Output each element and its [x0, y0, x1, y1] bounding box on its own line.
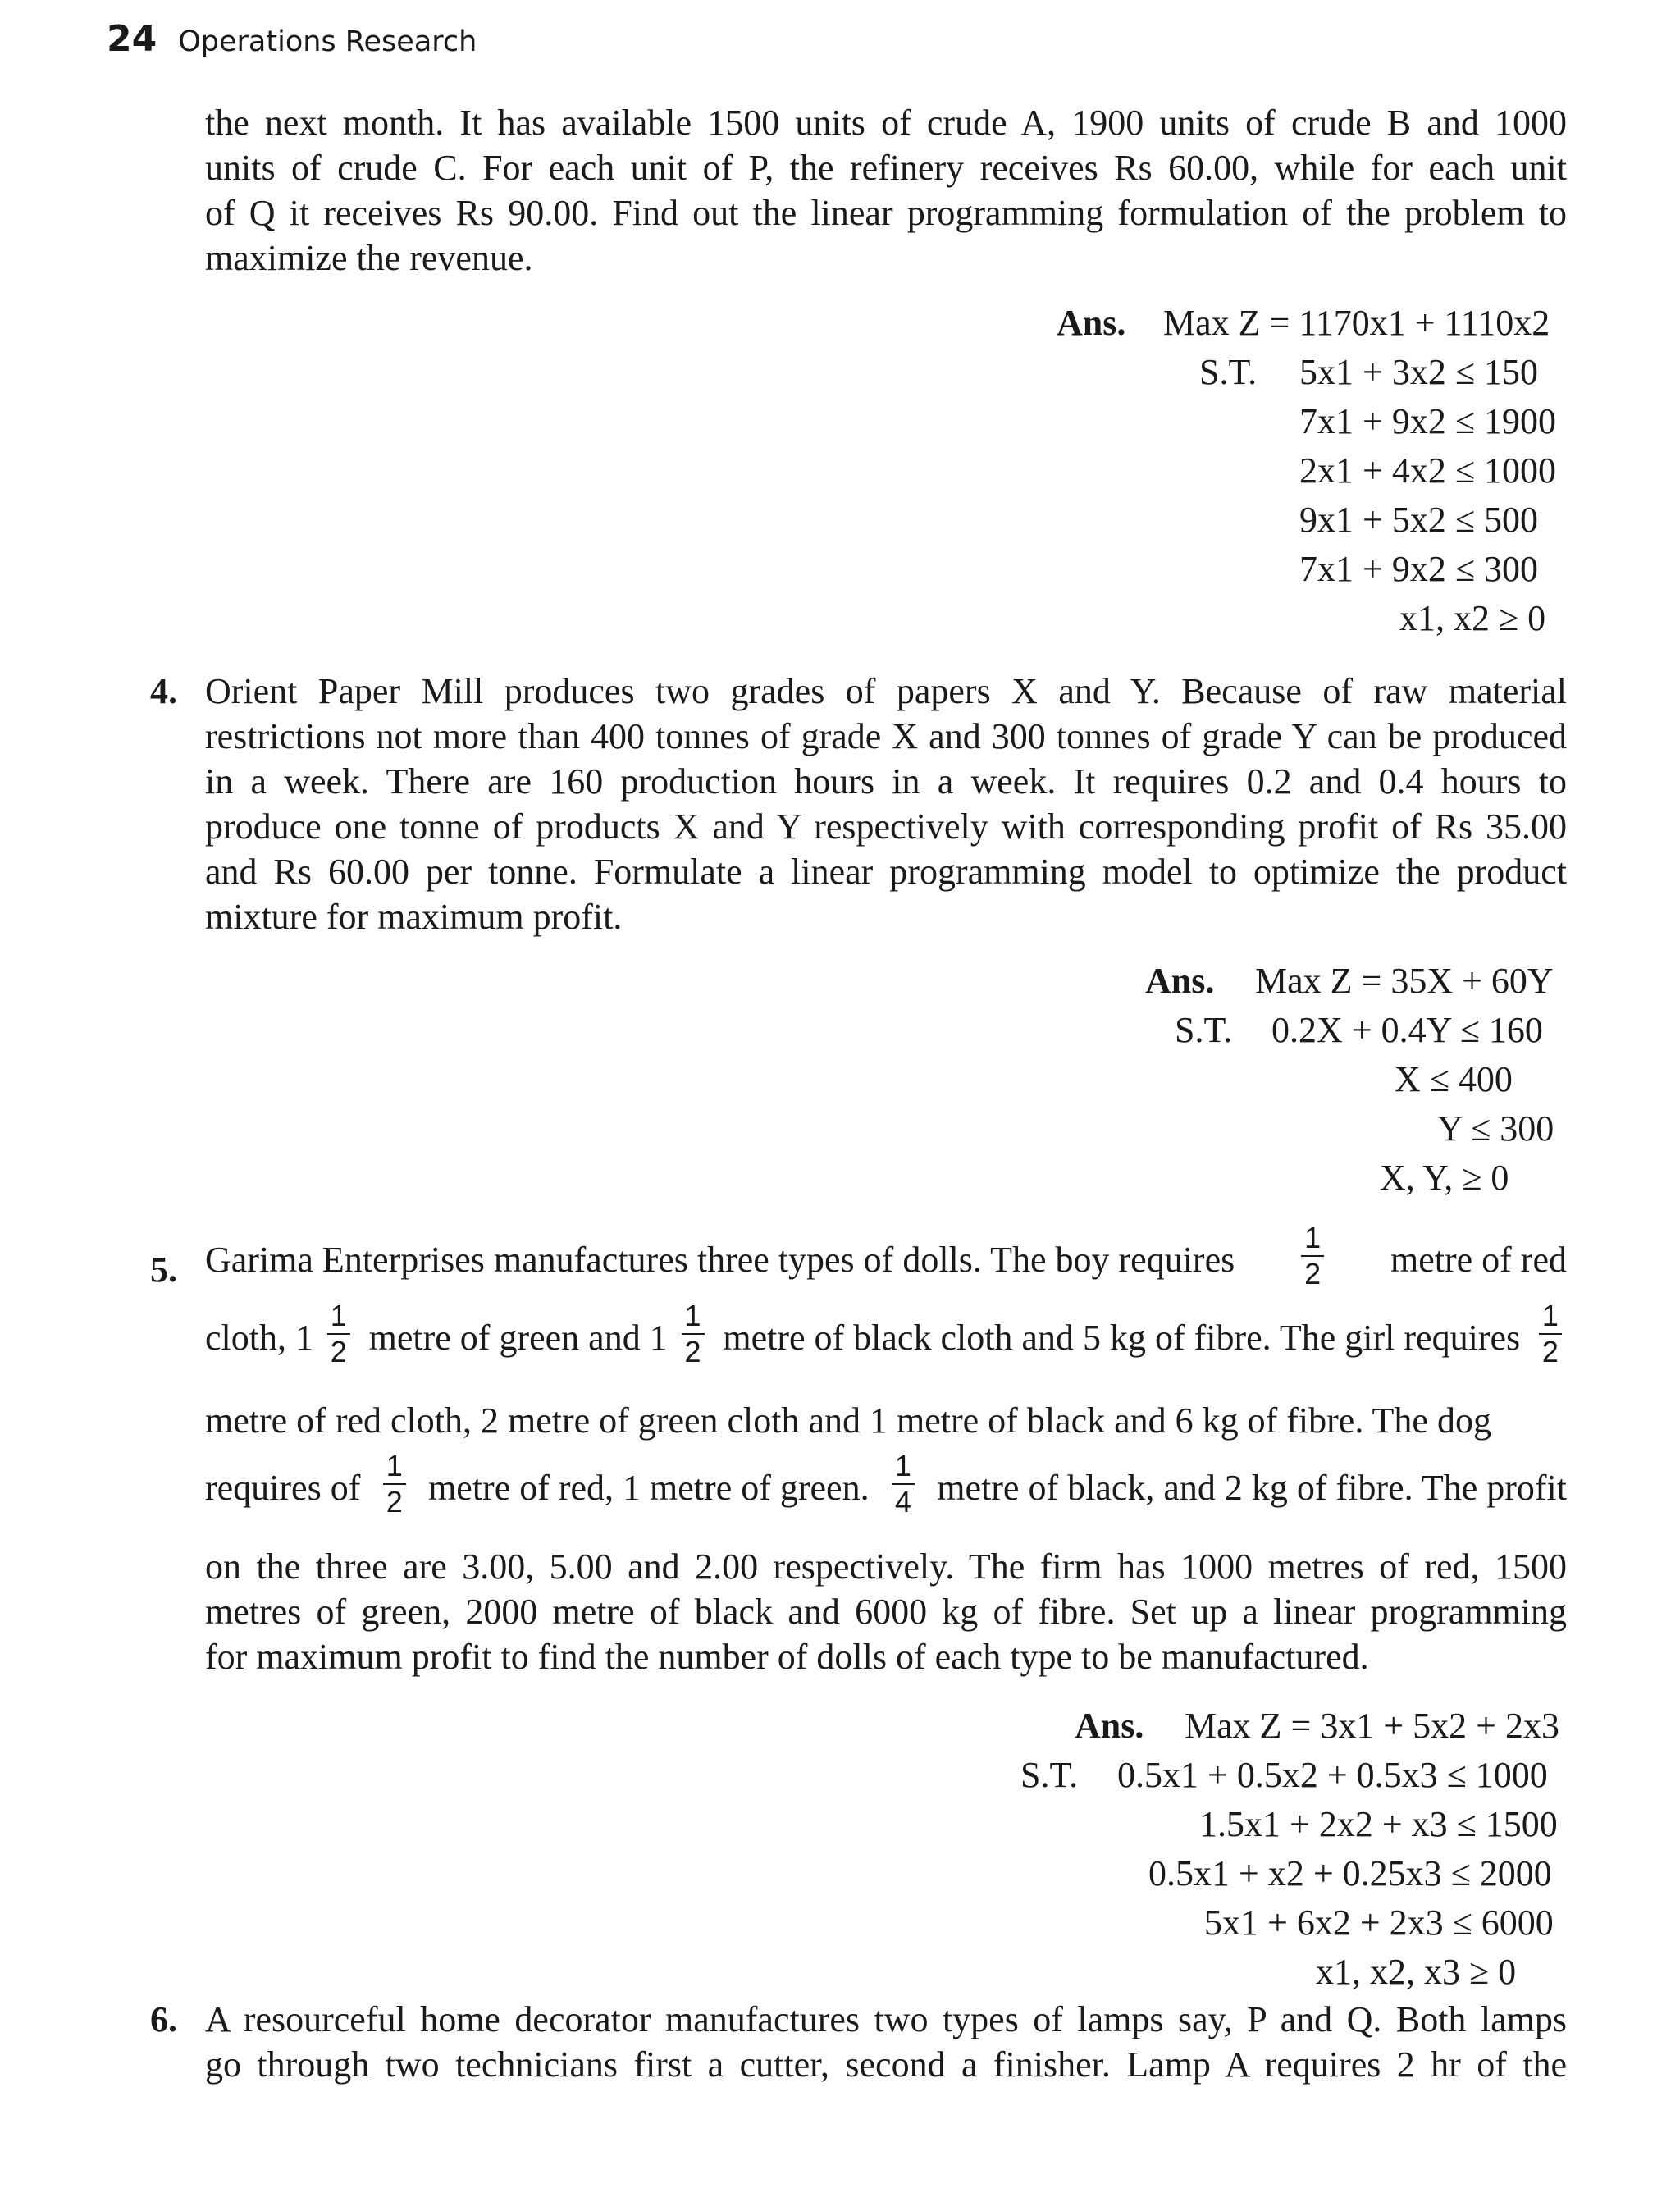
q3-line: units of crude C. For each unit of P, the refinery receives Rs 60.00, while for each unit [205, 148, 1567, 188]
q5-text: Garima Enterprises manufactures three types of dolls. The boy requires [205, 1239, 1235, 1280]
q5-line [205, 1400, 1567, 1441]
page-number: 24 [107, 18, 158, 60]
constraint: 0.5x1 + 0.5x2 + 0.5x3 ≤ 1000 [1117, 1755, 1548, 1795]
q5-paragraph [205, 1544, 1567, 1679]
q6-paragraph [205, 1997, 1567, 2087]
constraint: 9x1 + 5x2 ≤ 500 [1299, 500, 1538, 540]
q3-line: maximize the revenue. [205, 238, 533, 278]
fraction-one-quarter: $\frac{1}{4}$ [892, 1451, 915, 1517]
constraint: 1.5x1 + 2x2 + x3 ≤ 1500 [1199, 1804, 1558, 1844]
constraint: 0.5x1 + x2 + 0.25x3 ≤ 2000 [1148, 1853, 1552, 1893]
q3-paragraph [205, 100, 1567, 281]
st-label: S.T. [1175, 1010, 1233, 1050]
q4-line: mixture for maximum profit. [205, 897, 623, 937]
q6-line: go through two technicians first a cutter, second a finisher. Lamp A requires 2 hr of the [205, 2044, 1567, 2085]
st-label: S.T. [1199, 352, 1258, 392]
q5-line [205, 1221, 1567, 1292]
constraint: 5x1 + 3x2 ≤ 150 [1299, 352, 1538, 392]
q5-line [205, 1299, 1567, 1370]
question-number: 5. [150, 1249, 177, 1290]
q4-line: restrictions not more than 400 tonnes of grade X and 300 tonnes of grade Y can be produced [205, 716, 1567, 756]
answer-label: Ans. [1145, 961, 1215, 1001]
q5-line: metres of green, 2000 metre of black and 6000 kg of fibre. Set up a linear programming [205, 1592, 1567, 1632]
objective-function: Max Z = 35X + 60Y [1255, 961, 1554, 1001]
q4-line: and Rs 60.00 per tonne. Formulate a linear programming model to optimize the product [205, 852, 1567, 892]
constraint: 7x1 + 9x2 ≤ 300 [1299, 549, 1538, 589]
objective-function: Max Z = 3x1 + 5x2 + 2x3 [1185, 1706, 1559, 1746]
q4-line: Orient Paper Mill produces two grades of papers X and Y. Because of raw material [205, 671, 1567, 711]
answer-label: Ans. [1057, 303, 1126, 343]
objective-function: Max Z = 1170x1 + 1110x2 [1163, 303, 1550, 343]
fraction-one-half: $\frac{1}{2}$ [383, 1451, 406, 1517]
book-title: Operations Research [178, 25, 477, 58]
q5-line: for maximum profit to find the number of dolls of each type to be manufactured. [205, 1637, 1369, 1677]
fraction-one-half: $\frac{1}{2}$ [1539, 1301, 1562, 1367]
q5-text: metre of green and 1 [368, 1317, 668, 1358]
q5-text: metre of red [1390, 1239, 1567, 1280]
constraint: 7x1 + 9x2 ≤ 1900 [1299, 401, 1556, 441]
q4-line: in a week. There are 160 production hours in a week. It requires 0.2 and 0.4 hours to [205, 761, 1567, 802]
fraction-one-half: $\frac{1}{2}$ [1301, 1223, 1324, 1289]
constraint: 0.2X + 0.4Y ≤ 160 [1271, 1010, 1543, 1050]
fraction-one-half: $\frac{1}{2}$ [327, 1301, 350, 1367]
q4-line: produce one tonne of products X and Y respectively with corresponding profit of Rs 35.00 [205, 806, 1567, 847]
q5-text: metre of red cloth, 2 metre of green cloth and 1 metre of black and 6 kg of fibre. The dog [205, 1400, 1491, 1441]
q6-line: A resourceful home decorator manufactures two types of lamps say, P and Q. Both lamps [205, 1999, 1567, 2039]
question-number: 6. [150, 1999, 177, 2039]
q5-text: metre of black, and 2 kg of fibre. The profit [937, 1467, 1567, 1508]
q5-text: metre of red, 1 metre of green. [428, 1467, 870, 1508]
st-label: S.T. [1020, 1755, 1079, 1795]
q5-text: cloth, 1 [205, 1317, 313, 1358]
q3-line: of Q it receives Rs 90.00. Find out the linear programming formulation of the problem to [205, 193, 1567, 233]
running-head [107, 18, 477, 67]
nonnegativity-constraint: x1, x2, x3 ≥ 0 [1316, 1952, 1517, 1992]
nonnegativity-constraint: x1, x2 ≥ 0 [1399, 598, 1546, 638]
answer-label: Ans. [1075, 1706, 1144, 1746]
q4-paragraph [205, 669, 1567, 939]
fraction-one-half: $\frac{1}{2}$ [682, 1301, 705, 1367]
nonnegativity-constraint: X, Y, ≥ 0 [1380, 1158, 1509, 1198]
constraint: 5x1 + 6x2 + 2x3 ≤ 6000 [1204, 1902, 1554, 1943]
constraint: Y ≤ 300 [1437, 1108, 1554, 1149]
q5-line: on the three are 3.00, 5.00 and 2.00 respectively. The firm has 1000 metres of red, 1500 [205, 1546, 1567, 1587]
question-number: 4. [150, 671, 177, 711]
q3-line: the next month. It has available 1500 units of crude A, 1900 units of crude B and 1000 [205, 103, 1567, 143]
constraint: 2x1 + 4x2 ≤ 1000 [1299, 450, 1556, 491]
q5-text: requires of [205, 1467, 361, 1508]
q5-text: metre of black cloth and 5 kg of fibre. The girl requires [723, 1317, 1521, 1358]
q5-line [205, 1449, 1567, 1520]
constraint: X ≤ 400 [1395, 1059, 1513, 1099]
